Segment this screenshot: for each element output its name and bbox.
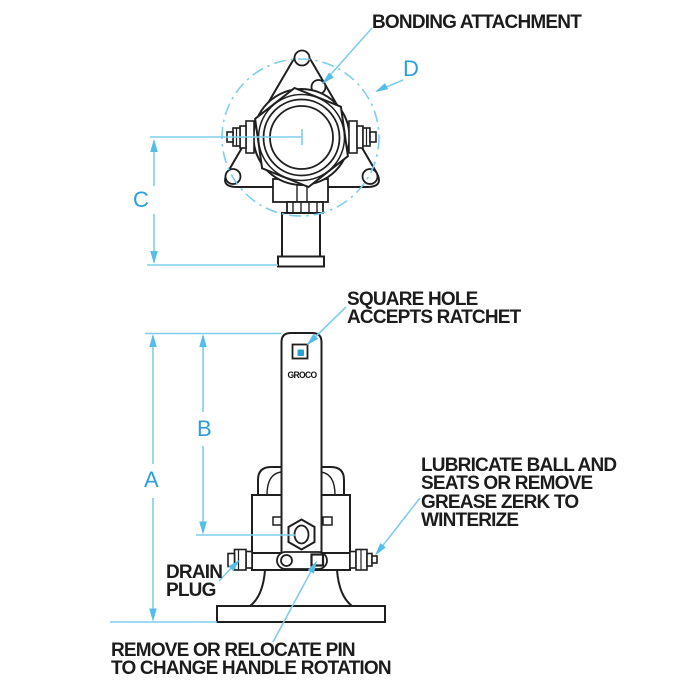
top-view xyxy=(225,51,379,267)
pipe-stub xyxy=(273,179,328,267)
remove-pin-label: REMOVE OR RELOCATE PIN TO CHANGE HANDLE ROTATION xyxy=(111,640,391,680)
base-flange-plate xyxy=(217,606,385,622)
dim-label-d: D xyxy=(403,56,419,81)
zerk-leader xyxy=(377,498,420,553)
bolt-hole-top xyxy=(295,51,310,66)
brand-logo: GROCO xyxy=(287,370,317,380)
drain-plug-label: DRAIN PLUG xyxy=(166,562,223,602)
square-hole-label: SQUARE HOLE ACCEPTS RATCHET xyxy=(347,289,521,329)
dim-label-a: A xyxy=(144,467,159,492)
dim-label-c: C xyxy=(133,187,149,212)
lubricate-label: LUBRICATE BALL AND SEATS OR REMOVE GREASE ZERK TO WINTERIZE xyxy=(421,455,617,532)
pin-hole xyxy=(281,555,292,566)
bonding-attachment-text: BONDING ATTACHMENT xyxy=(372,12,581,33)
b-arrow-down xyxy=(199,522,207,535)
a-arrow-down xyxy=(149,609,157,622)
b-arrow-up xyxy=(199,334,207,347)
handle-stop-pin xyxy=(312,555,324,566)
bolt-hole-right xyxy=(363,169,378,184)
side-lug-right xyxy=(349,121,376,153)
bonding-leader-arrow xyxy=(322,73,334,85)
a-arrow-up xyxy=(149,334,157,347)
square-hole-dot xyxy=(298,350,305,357)
c-arrow-up xyxy=(150,139,158,152)
base-trumpet-right xyxy=(337,570,352,606)
c-arrow-down xyxy=(150,251,158,264)
bonding-leader xyxy=(324,28,372,82)
bonding-attachment-label xyxy=(372,14,581,32)
grease-zerk xyxy=(350,550,377,571)
base-trumpet-left xyxy=(250,570,265,606)
d-leader-arrow xyxy=(375,83,388,92)
pivot-stem xyxy=(295,526,309,544)
pin-leader xyxy=(273,564,315,642)
dim-label-b: B xyxy=(197,416,212,441)
